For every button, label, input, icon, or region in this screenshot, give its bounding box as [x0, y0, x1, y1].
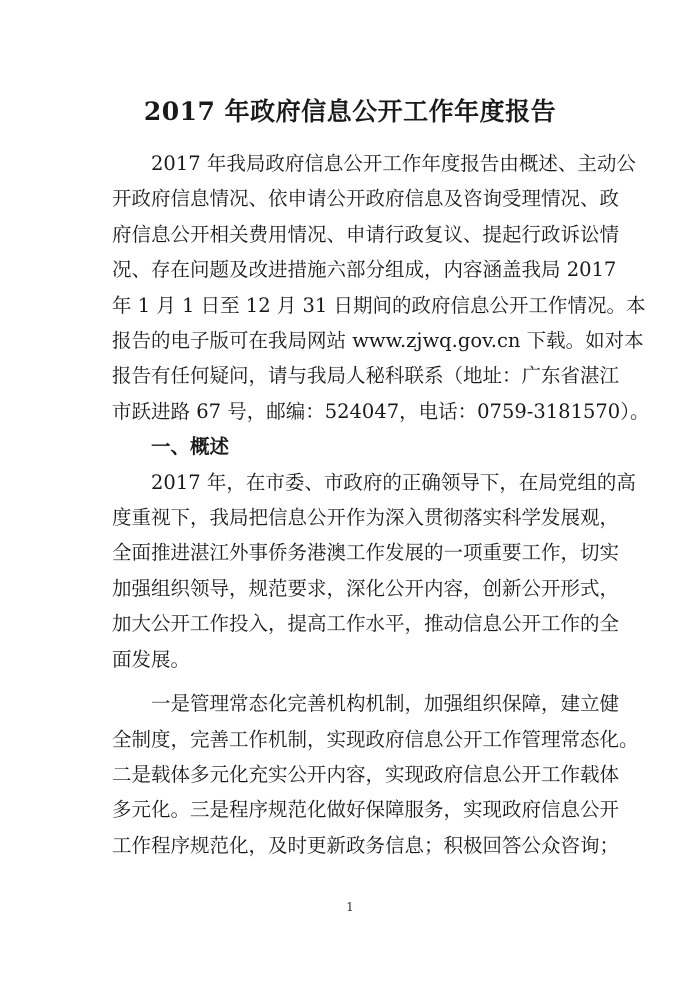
text-line: 报告有任何疑问，请与我局人秘科联系（地址：广东省湛江	[112, 364, 620, 388]
overview-paragraph	[112, 465, 636, 677]
text-line: 多元化。三是程序规范化做好保障服务，实现政府信息公开	[112, 798, 620, 822]
text-line: 况、存在问题及改进措施六部分组成，内容涵盖我局 2017	[112, 258, 617, 282]
text-line: 全面推进湛江外事侨务港澳工作发展的一项重要工作，切实	[112, 541, 620, 565]
text-line: 2017 年我局政府信息公开工作年度报告由概述、主动公	[151, 152, 636, 175]
text-line: 府信息公开相关费用情况、申请行政复议、提起行政诉讼情	[112, 222, 620, 246]
text-line: 报告的电子版可在我局网站 www.zjwq.gov.cn 下载。如对本	[112, 329, 644, 353]
text-line: 工作程序规范化，及时更新政务信息；积极回答公众咨询；	[112, 833, 620, 857]
page-number: 1	[346, 900, 354, 914]
document-body	[112, 146, 650, 863]
document-title: 2017 年政府信息公开工作年度报告	[143, 97, 557, 126]
text-line: 全制度，完善工作机制，实现政府信息公开工作管理常态化。	[112, 727, 639, 751]
text-line: 开政府信息情况、依申请公开政府信息及咨询受理情况、政	[112, 187, 620, 211]
text-line: 市跃进路 67 号，邮编：524047，电话：0759-3181570）。	[112, 399, 650, 423]
text-line: 面发展。	[112, 647, 191, 671]
intro-paragraph	[112, 146, 650, 429]
text-line: 加大公开工作投入，提高工作水平，推动信息公开工作的全	[112, 612, 620, 636]
text-line: 二是载体多元化充实公开内容，实现政府信息公开工作载体	[112, 762, 620, 786]
measures-paragraph	[112, 686, 639, 863]
text-line: 加强组织领导，规范要求，深化公开内容，创新公开形式，	[112, 576, 620, 600]
text-line: 度重视下，我局把信息公开作为深入贯彻落实科学发展观，	[112, 506, 620, 530]
text-line: 年 1 月 1 日至 12 月 31 日期间的政府信息公开工作情况。本	[112, 293, 646, 317]
text-line: 一是管理常态化完善机构机制，加强组织保障，建立健	[151, 692, 620, 716]
text-line: 2017 年，在市委、市政府的正确领导下，在局党组的高	[151, 470, 636, 494]
section-heading-overview: 一、概述	[151, 435, 230, 459]
